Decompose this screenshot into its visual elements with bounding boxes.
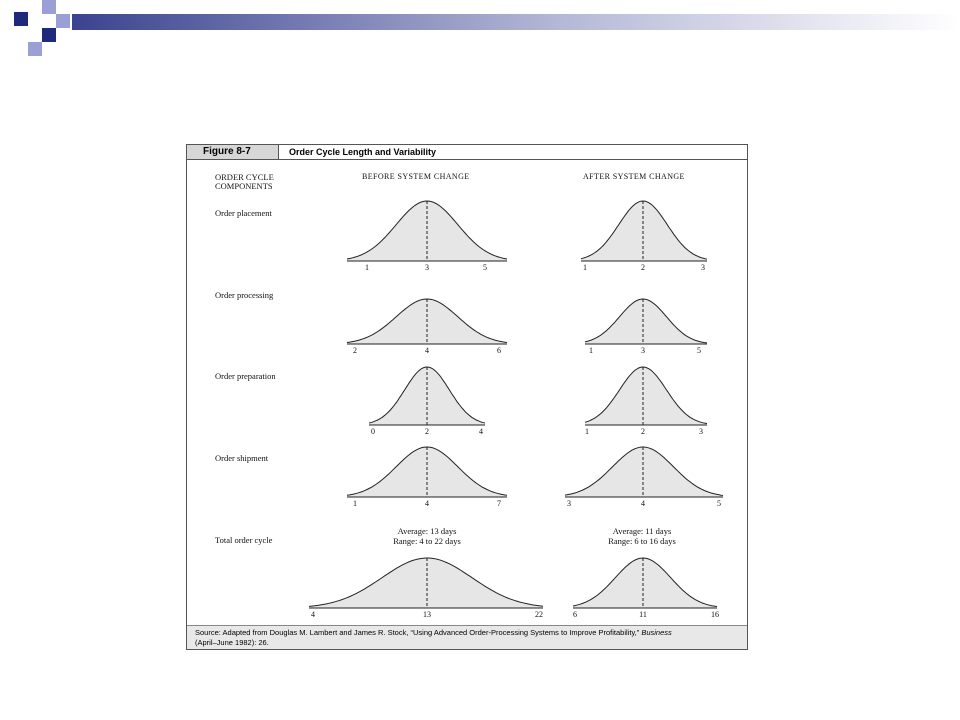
components-header-line2: COMPONENTS: [215, 181, 273, 191]
tick-label-order-shipment-before-2: 7: [497, 499, 501, 508]
tick-label-order-processing-after-2: 5: [697, 346, 701, 355]
tick-label-order-placement-before-0: 1: [365, 263, 369, 272]
tick-label-order-shipment-after-0: 3: [567, 499, 571, 508]
tick-label-order-placement-after-0: 1: [583, 263, 587, 272]
tick-label-total-order-cycle-after-0: 6: [573, 610, 577, 619]
header-gradient-bar: [72, 14, 960, 30]
source-text-line2: (April–June 1982): 26.: [195, 638, 269, 647]
tick-label-order-processing-before-1: 4: [425, 346, 429, 355]
tick-label-order-preparation-before-1: 2: [425, 427, 429, 436]
row-label-order-preparation: Order preparation: [215, 371, 276, 381]
tick-label-order-processing-before-2: 6: [497, 346, 501, 355]
figure-source-note: [187, 625, 747, 649]
tick-label-order-placement-before-2: 5: [483, 263, 487, 272]
tick-label-order-placement-after-1: 2: [641, 263, 645, 272]
tick-label-total-order-cycle-before-1: 13: [423, 610, 431, 619]
tick-label-order-preparation-before-0: 0: [371, 427, 375, 436]
square-lavender-2: [56, 14, 70, 28]
row-label-order-placement: Order placement: [215, 208, 272, 218]
tick-label-total-order-cycle-after-2: 16: [711, 610, 719, 619]
curve-fill-order-placement-after: [581, 201, 707, 261]
row-label-order-shipment: Order shipment: [215, 453, 269, 463]
tick-label-order-placement-after-2: 3: [701, 263, 705, 272]
square-navy-1: [14, 12, 28, 26]
tick-label-order-processing-before-0: 2: [353, 346, 357, 355]
tick-label-order-shipment-after-2: 5: [717, 499, 721, 508]
tick-label-order-shipment-after-1: 4: [641, 499, 645, 508]
tick-label-order-processing-after-1: 3: [641, 346, 645, 355]
curve-fill-total-order-cycle-after: [573, 558, 717, 608]
tick-label-order-preparation-after-2: 3: [699, 427, 703, 436]
tick-label-order-processing-after-0: 1: [589, 346, 593, 355]
tick-label-order-preparation-after-0: 1: [585, 427, 589, 436]
curve-fill-total-order-cycle-before: [309, 558, 543, 608]
tick-label-order-shipment-before-1: 4: [425, 499, 429, 508]
source-text: Source: Adapted from Douglas M. Lambert and James R. Stock, “Using Advanced Order-Processing Systems to Improve Profitability,”: [195, 628, 640, 637]
slide-header-decoration: [0, 0, 960, 60]
tick-label-order-preparation-after-1: 2: [641, 427, 645, 436]
row-label-total-order-cycle: Total order cycle: [215, 535, 273, 545]
square-navy-2: [42, 28, 56, 42]
row-label-order-processing: Order processing: [215, 290, 274, 300]
after-total-range: Range: 6 to 16 days: [608, 536, 676, 546]
before-column-header: BEFORE SYSTEM CHANGE: [362, 172, 470, 181]
curve-fill-order-shipment-after: [565, 447, 723, 497]
after-column-header: AFTER SYSTEM CHANGE: [583, 172, 685, 181]
figure-panel: [186, 144, 748, 650]
tick-label-total-order-cycle-after-1: 11: [639, 610, 647, 619]
tick-label-total-order-cycle-before-2: 22: [535, 610, 543, 619]
tick-label-total-order-cycle-before-0: 4: [311, 610, 315, 619]
before-total-average: Average: 13 days: [397, 526, 457, 536]
after-total-average: Average: 11 days: [612, 526, 672, 536]
source-journal: Business: [641, 628, 672, 637]
tick-label-order-preparation-before-2: 4: [479, 427, 483, 436]
figure-number: Figure 8-7: [187, 145, 279, 159]
distribution-curves: [187, 145, 747, 625]
square-lavender-1: [42, 0, 56, 14]
square-lavender-3: [28, 42, 42, 56]
tick-label-order-shipment-before-0: 1: [353, 499, 357, 508]
components-header-line1: ORDER CYCLE: [215, 172, 274, 182]
figure-title: Order Cycle Length and Variability: [289, 147, 437, 157]
before-total-range: Range: 4 to 22 days: [393, 536, 461, 546]
tick-label-order-placement-before-1: 3: [425, 263, 429, 272]
curve-fill-order-preparation-before: [369, 367, 485, 425]
